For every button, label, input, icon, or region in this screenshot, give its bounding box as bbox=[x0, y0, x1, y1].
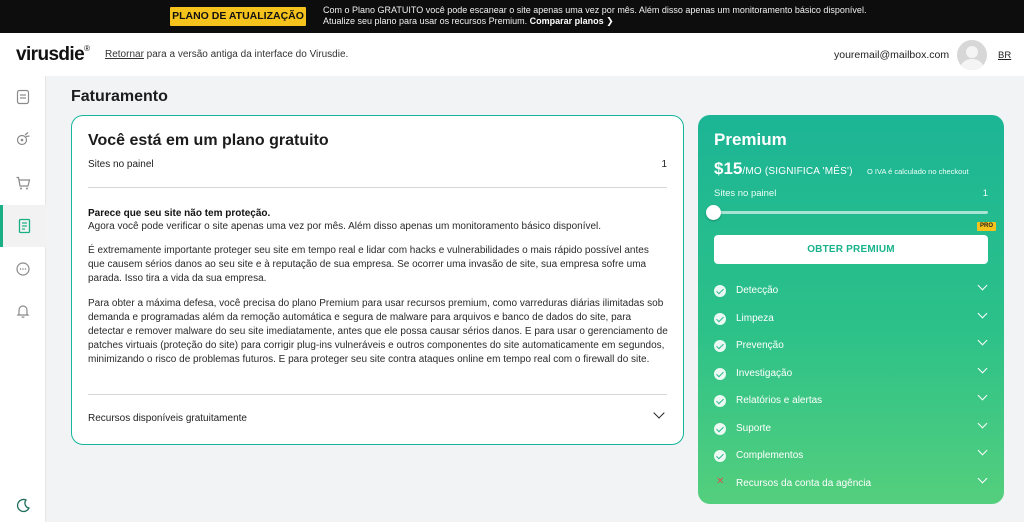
chat-icon bbox=[15, 261, 31, 277]
premium-feature-item[interactable] bbox=[714, 282, 990, 304]
premium-feature-item[interactable] bbox=[714, 475, 990, 497]
chevron-down-icon[interactable] bbox=[978, 391, 988, 401]
virusdie-logo[interactable]: virusdie® bbox=[16, 44, 90, 65]
divider bbox=[88, 187, 667, 188]
document-icon bbox=[15, 89, 31, 105]
premium-feature-item[interactable] bbox=[714, 337, 990, 359]
warning-text: Agora você pode verificar o site apenas uma vez por mês. Além disso apenas um monitoramento básico disponível. bbox=[88, 221, 602, 232]
language-switch[interactable]: BR bbox=[998, 50, 1012, 61]
premium-feature-item[interactable] bbox=[714, 447, 990, 469]
sidebar-item-scanner[interactable] bbox=[0, 118, 46, 160]
premium-feature-item[interactable] bbox=[714, 365, 990, 387]
sites-slider-handle[interactable] bbox=[706, 205, 721, 220]
divider bbox=[88, 394, 667, 395]
check-circle-icon bbox=[714, 450, 726, 462]
chevron-down-icon[interactable] bbox=[978, 418, 988, 428]
virus-icon bbox=[15, 131, 31, 147]
sidebar-item-support[interactable] bbox=[0, 248, 46, 290]
warning-title: Parece que seu site não tem proteção. bbox=[88, 208, 271, 219]
free-plan-message bbox=[323, 5, 866, 27]
chevron-down-icon[interactable] bbox=[978, 473, 988, 483]
premium-feature-label: Relatórios e alertas bbox=[736, 395, 823, 406]
sites-slider-track[interactable] bbox=[714, 211, 988, 214]
free-plan-card bbox=[71, 115, 684, 445]
cross-icon: ✕ bbox=[716, 475, 725, 487]
pro-badge: PRO bbox=[977, 222, 996, 231]
upgrade-plan-button[interactable]: PLANO DE ATUALIZAÇÃO bbox=[170, 7, 306, 26]
message-line-2: Atualize seu plano para usar os recursos Premium. Comparar planos ❯ bbox=[323, 16, 614, 26]
app-header bbox=[0, 33, 1024, 76]
avatar[interactable] bbox=[957, 40, 987, 70]
premium-plan-card bbox=[698, 115, 1004, 504]
price-period: /MO (SIGNIFICA 'MÊS') bbox=[742, 166, 853, 177]
check-circle-icon bbox=[714, 423, 726, 435]
premium-feature-item[interactable] bbox=[714, 420, 990, 442]
compare-plans-link[interactable]: Comparar planos ❯ bbox=[529, 16, 614, 26]
theme-toggle[interactable] bbox=[0, 491, 46, 521]
premium-feature-label: Limpeza bbox=[736, 312, 774, 324]
premium-feature-label: Complementos bbox=[736, 450, 804, 461]
sidebar bbox=[0, 76, 46, 522]
sites-label: Sites no painel bbox=[88, 159, 154, 170]
premium-sites-count: 1 bbox=[982, 188, 988, 199]
return-old-interface: Retornar para a versão antiga da interface do Virusdie. bbox=[105, 49, 349, 60]
chevron-down-icon[interactable] bbox=[978, 446, 988, 456]
check-circle-icon bbox=[714, 368, 726, 380]
premium-feature-label: Investigação bbox=[736, 367, 793, 379]
sites-count: 1 bbox=[661, 159, 667, 170]
paragraph-protection: É extremamente importante proteger seu site em tempo real e lidar com hacks e vulnerabilidades o mais rápido possível antes que causem sérios danos ao seu site e à reputação de sua empresa. Se ocorrer uma invasão de site, sua empresa sofre uma parada. Isso tira a vida da sua empresa. bbox=[88, 245, 649, 284]
chevron-down-icon[interactable] bbox=[978, 336, 988, 346]
premium-feature-item[interactable] bbox=[714, 392, 990, 414]
check-circle-icon bbox=[714, 340, 726, 352]
message-line-1: Com o Plano GRATUITO você pode escanear o site apenas uma vez por mês. Além disso apenas um monitoramento básico disponível. bbox=[323, 5, 867, 15]
user-email[interactable]: youremail@mailbox.com bbox=[834, 49, 950, 61]
sidebar-item-billing[interactable] bbox=[0, 205, 46, 247]
sidebar-item-shop[interactable] bbox=[0, 162, 46, 204]
chevron-down-icon[interactable] bbox=[978, 281, 988, 291]
top-announcement-bar bbox=[0, 0, 1024, 33]
premium-title: Premium bbox=[714, 130, 787, 149]
chevron-down-icon[interactable] bbox=[978, 308, 988, 318]
chevron-down-icon[interactable] bbox=[653, 407, 664, 418]
free-features-toggle[interactable]: Recursos disponíveis gratuitamente bbox=[88, 413, 247, 424]
sidebar-item-notifications[interactable] bbox=[0, 290, 46, 332]
premium-feature-item[interactable] bbox=[714, 310, 990, 332]
chevron-down-icon[interactable] bbox=[978, 363, 988, 373]
page-title: Faturamento bbox=[71, 88, 168, 105]
moon-icon bbox=[15, 498, 31, 514]
premium-price: $15/MO (SIGNIFICA 'MÊS') bbox=[714, 159, 853, 178]
get-premium-button[interactable]: OBTER PREMIUM bbox=[714, 235, 988, 264]
vat-note: O IVA é calculado no checkout bbox=[867, 167, 969, 176]
free-plan-title: Você está em um plano gratuito bbox=[88, 132, 329, 149]
premium-feature-label: Prevenção bbox=[736, 340, 784, 351]
check-circle-icon bbox=[714, 285, 726, 297]
premium-feature-label: Detecção bbox=[736, 285, 779, 296]
cart-icon bbox=[15, 175, 31, 191]
check-circle-icon bbox=[714, 313, 726, 325]
billing-icon bbox=[17, 218, 33, 234]
premium-feature-label: Suporte bbox=[736, 422, 772, 434]
return-link[interactable]: Retornar bbox=[105, 49, 144, 60]
paragraph-premium: Para obter a máxima defesa, você precisa do plano Premium para usar recursos premium, como varreduras diárias ilimitadas sob demanda e programadas além da remoção automática e segura de malware para arquivos e banco de dados do site, para detectar e remover malware do seu site imediatamente, antes que ele possa causar sérios danos. E para usar o gerenciamento de patches virtuais (proteção do site) para corrigir plug-ins vulneráveis e outros componentes do site automaticamente em segundos, minimizando o risco de problemas futuros. E para proteger seu site contra ataques online em tempo real com o firewall do site. bbox=[88, 298, 668, 365]
bell-icon bbox=[15, 303, 31, 319]
premium-feature-label: Recursos da conta da agência bbox=[736, 477, 872, 489]
sidebar-item-sites[interactable] bbox=[0, 76, 46, 118]
check-circle-icon bbox=[714, 395, 726, 407]
premium-sites-label: Sites no painel bbox=[714, 188, 777, 199]
